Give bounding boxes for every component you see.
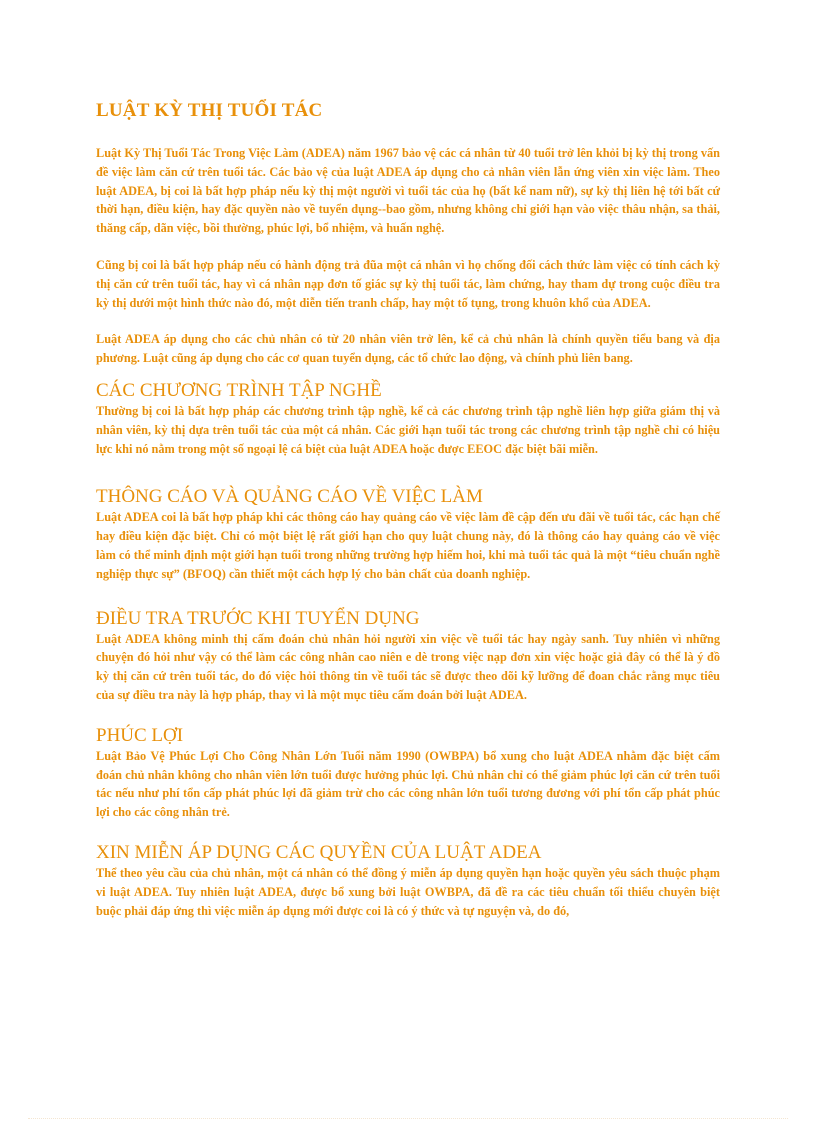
- section-body: Thường bị coi là bất hợp pháp các chương trình tập nghề, kể cả các chương trình tập nghề liên hợp giữa giám thị và nhân viên, kỳ thị dựa trên tuổi tác của một cá nhân. Các giới hạn tuổi tác trong các chương trình tập nghề chỉ có hiệu lực khi nó nằm trong một số ngoại lệ cá biệt của luật ADEA hoặc được EEOC đặc biệt bãi miễn.: [96, 403, 720, 456]
- section-heading: CÁC CHƯƠNG TRÌNH TẬP NGHỀ: [96, 379, 382, 401]
- section-body: Luật Bảo Vệ Phúc Lợi Cho Công Nhân Lớn Tuổi năm 1990 (OWBPA) bổ xung cho luật ADEA nhằm đặc biệt cấm đoán chủ nhân không cho nhân viên lớn tuổi được hưởng phúc lợi. Chủ nhân chỉ có thể giảm phúc lợi căn cứ trên tuổi tác nếu như phí tổn cấp phát phúc lợi đã giảm trừ cho các công nhân lớn tuổi tương đương với phí tổn cấp phát phúc lợi cho các công nhân trẻ.: [96, 748, 720, 820]
- page-title: LUẬT KỲ THỊ TUỔI TÁC: [96, 100, 323, 121]
- section-body: Luật ADEA không minh thị cấm đoán chủ nhân hỏi người xin việc về tuổi tác hay ngày sanh. Tuy nhiên vì những chuyện đó hỏi như vậy có thể làm các công nhân cao niên e dè trong việc nạp đơn xin việc hoặc giả đây có thể là ý đồ kỳ thị căn cứ trên tuổi tác, do đó việc hỏi thông tin về tuổi tác sẽ được theo dõi kỹ lưỡng để đoan chắc rằng mục tiêu của sự điều tra này là hợp pháp, thay vì là một mục tiêu cấm đoán bởi luật ADEA.: [96, 631, 720, 702]
- section-heading: XIN MIỄN ÁP DỤNG CÁC QUYỀN CỦA LUẬT ADEA: [96, 841, 542, 863]
- document-page: [96, 100, 720, 920]
- section-body: Thể theo yêu cầu của chủ nhân, một cá nhân có thể đồng ý miễn áp dụng quyền hạn hoặc quyền yêu sách thuộc phạm vi luật ADEA. Tuy nhiên luật ADEA, được bổ xung bởi luật OWBPA, đã đề ra các tiêu chuẩn tối thiểu chuyên biệt buộc phải đáp ứng thì việc miễn áp dụng mới được coi là có ý thức và tự nguyện và, do đó,: [96, 865, 720, 918]
- intro-paragraph-1: Luật Kỳ Thị Tuổi Tác Trong Việc Làm (ADEA) năm 1967 bảo vệ các cá nhân từ 40 tuổi trở lên khỏi bị kỳ thị trong vấn đề việc làm căn cứ trên tuổi tác. Các bảo vệ của luật ADEA áp dụng cho cả nhân viên lẫn ứng viên xin việc làm. Theo luật ADEA, bị coi là bất hợp pháp nếu kỳ thị một người vì tuổi tác của họ (bất kể nam nữ), sự kỳ thị liên hệ tới bất cứ thời hạn, điều kiện, hay đặc quyền nào về tuyển dụng--bao gồm, nhưng không chỉ giới hạn vào việc thâu nhận, sa thải, thăng cấp, dãn việc, bồi thường, phúc lợi, bổ nhiệm, và huấn nghệ.: [96, 146, 720, 236]
- section-heading: PHÚC LỢI: [96, 724, 184, 746]
- page-bottom-divider: [28, 1118, 788, 1119]
- section-apprenticeship: [96, 380, 720, 458]
- section-heading: THÔNG CÁO VÀ QUẢNG CÁO VỀ VIỆC LÀM: [96, 486, 483, 508]
- section-waivers: [96, 842, 720, 920]
- intro-paragraph-3: Luật ADEA áp dụng cho các chủ nhân có từ 20 nhân viên trở lên, kể cả chủ nhân là chính quyền tiểu bang và địa phương. Luật cũng áp dụng cho các cơ quan tuyển dụng, các tổ chức lao động, và chính phủ liên bang.: [96, 332, 720, 366]
- section-pre-employment-inquiry: [96, 608, 720, 705]
- intro-paragraph-2: Cũng bị coi là bất hợp pháp nếu có hành động trả đũa một cá nhân vì họ chống đối cách thức làm việc có tính cách kỳ thị căn cứ trên tuổi tác, hay vì cá nhân nạp đơn tố giác sự kỳ thị tuổi tác, làm chứng, hay tham dự trong cuộc điều tra kỳ thị dưới một hình thức nào đó, một diễn tiến tranh chấp, hay một tố tụng, trong khuôn khổ của ADEA.: [96, 257, 720, 310]
- section-benefits: [96, 725, 720, 822]
- section-job-notices: [96, 486, 720, 583]
- section-body: Luật ADEA coi là bất hợp pháp khi các thông cáo hay quảng cáo về việc làm đề cập đến ưu đãi về tuổi tác, các hạn chế hay điều kiện đặc biệt. Chỉ có một biệt lệ rất giới hạn cho quy luật chung này, đó là thông cáo hay quảng cáo về việc làm có thể minh định một giới hạn tuổi trong những trường hợp hiếm hoi, khi mà tuổi tác quả là một “tiêu chuẩn nghề nghiệp thực sự” (BFOQ) cần thiết một cách hợp lý cho bản chất của doanh nghiệp.: [96, 510, 720, 581]
- section-heading: ĐIỀU TRA TRƯỚC KHI TUYỂN DỤNG: [96, 607, 420, 629]
